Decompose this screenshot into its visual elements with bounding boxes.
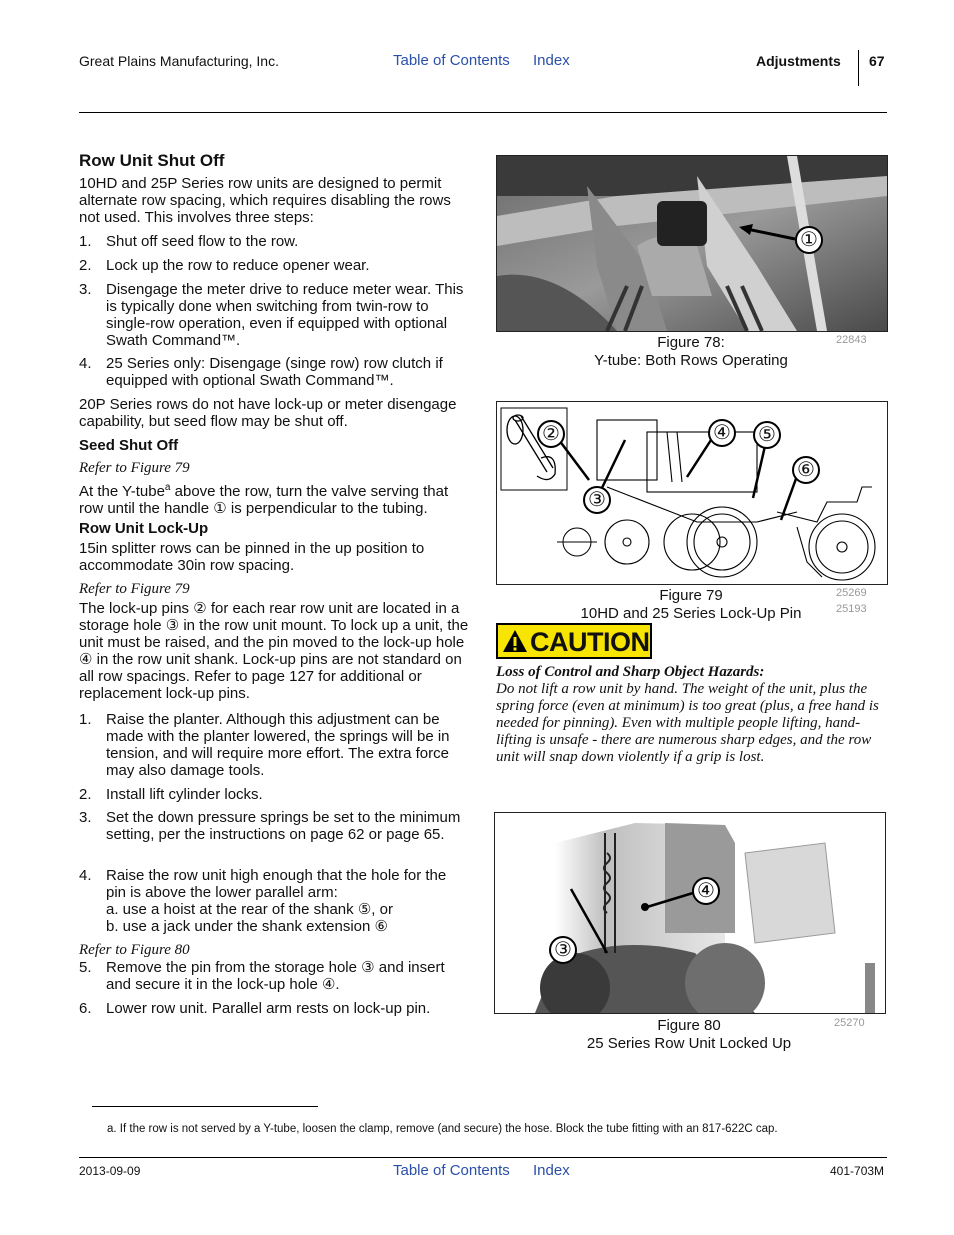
doc-number: 401-703M [830, 1164, 885, 1178]
footnote-marker: a [164, 482, 171, 493]
figure-79-code: 25269 [836, 587, 867, 599]
note-20p: 20P Series rows do not have lock-up or meter disengage capability, but seed flow may be shut off. [79, 396, 457, 430]
figure-79-caption: Figure 79 10HD and 25 Series Lock-Up Pin [580, 587, 802, 622]
caution-label: CAUTION [496, 623, 652, 659]
figure-79-code: 25193 [836, 603, 867, 615]
figure-78-caption: Figure 78: Y-tube: Both Rows Operating [594, 334, 788, 369]
callout-4: ④ [708, 419, 736, 447]
seed-shutoff-text: At the Y-tube$^a$ above the row, turn the valve serving that row until the handle ① is perpendicular to the tubing. [79, 482, 449, 517]
figure-79-drawing [496, 401, 888, 585]
figure-80-photo [494, 812, 886, 1014]
warning-triangle-icon [502, 629, 528, 653]
header-divider [858, 50, 859, 86]
seed-shutoff-heading: Seed Shut Off [79, 437, 179, 454]
company-name: Great Plains Manufacturing, Inc. [79, 53, 279, 69]
callout-4: ④ [692, 877, 720, 905]
figure-80-caption: Figure 80 25 Series Row Unit Locked Up [586, 1017, 792, 1052]
caution-text: Do not lift a row unit by hand. The weight of the unit, plus the spring force (even at minimum) is too great (plus, a free hand is needed for pinning). Even with multiple people lifting, hand-lifting is unsafe - there are numerous sharp edges, and the row unit will snap down violently if a grip is lost. [496, 681, 879, 765]
callout-2: ② [537, 420, 565, 448]
page-number: 67 [869, 53, 885, 69]
callout-3: ③ [583, 486, 611, 514]
index-link-header[interactable]: Index [533, 52, 570, 69]
caution-message [496, 664, 886, 766]
figure-reference: Refer to Figure 79 [79, 581, 190, 597]
intro-paragraph: 10HD and 25P Series row units are designed to permit alternate row spacing, which requires disabling the rows not used. This involves three steps: [79, 175, 451, 226]
lockup-heading: Row Unit Lock-Up [79, 520, 209, 537]
index-link-footer[interactable]: Index [533, 1162, 570, 1179]
figure-80-code: 25270 [834, 1017, 865, 1029]
callout-1: ① [795, 226, 823, 254]
sub-step-a: a. use a hoist at the rear of the shank ⑤, or [106, 901, 393, 918]
callout-3: ③ [549, 936, 577, 964]
section-title: Adjustments [756, 53, 841, 69]
figure-78-photo [496, 155, 888, 332]
section-heading: Row Unit Shut Off [79, 151, 225, 170]
toc-link-header[interactable]: Table of Contents [393, 52, 510, 69]
lockup-text: The lock-up pins ② for each rear row unit are located in a storage hole ③ in the row unit mount. To lock up a unit, the unit must be raised, and the pin moved to the lock-up hole ④ in the row unit shank. Lock-up pins are not standard on all row spacings. Refer to page 127 for additional or replacement lock-up pins. [79, 600, 469, 702]
callout-6: ⑥ [792, 456, 820, 484]
sub-step-b: b. use a jack under the shank extension ⑥ [106, 918, 388, 935]
row-unit-locked-photo [495, 813, 885, 1013]
caution-heading: Loss of Control and Sharp Object Hazards: [496, 664, 765, 680]
toc-link-footer[interactable]: Table of Contents [393, 1162, 510, 1179]
footer-rule [79, 1157, 887, 1158]
lockup-intro: 15in splitter rows can be pinned in the up position to accommodate 30in row spacing. [79, 540, 425, 574]
figure-78-code: 22843 [836, 334, 867, 346]
callout-5: ⑤ [753, 421, 781, 449]
figure-reference: Refer to Figure 80 [79, 942, 190, 958]
footnote-rule [92, 1106, 318, 1107]
y-tube-photo [497, 156, 887, 331]
header-rule [79, 112, 887, 113]
footnote: a. If the row is not served by a Y-tube, loosen the clamp, remove (and secure) the hose. Block the tube fitting with an 817-622C cap. [107, 1123, 778, 1135]
figure-reference: Refer to Figure 79 [79, 460, 190, 476]
footer-date: 2013-09-09 [79, 1164, 141, 1178]
